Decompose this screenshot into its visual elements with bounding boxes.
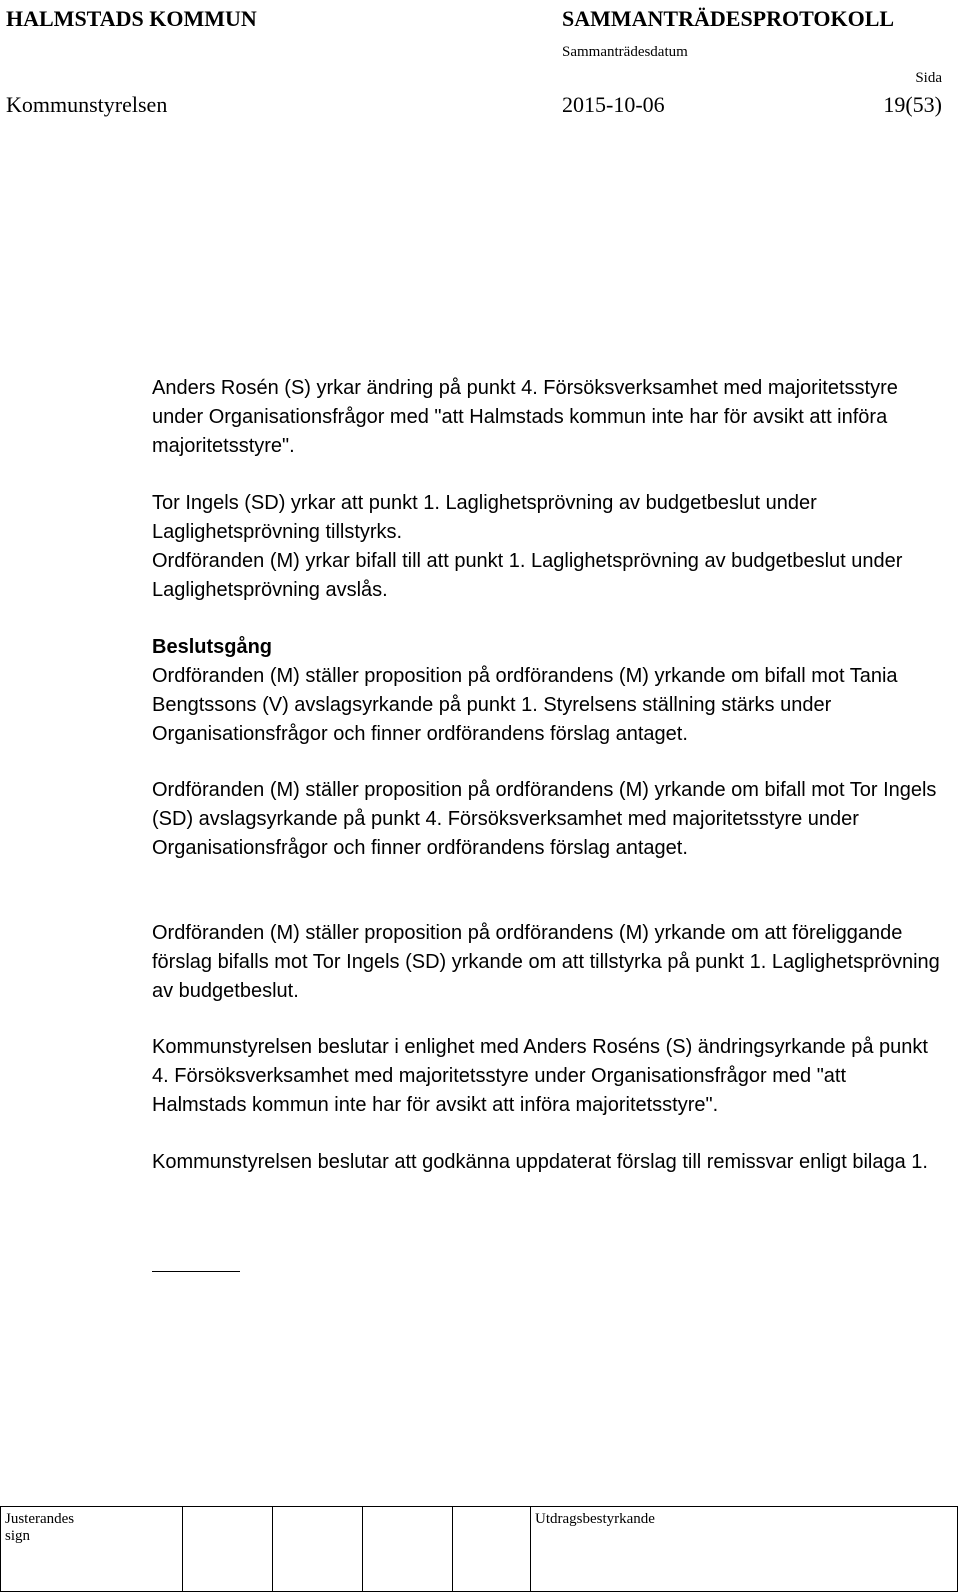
meeting-date-label: Sammanträdesdatum — [562, 44, 688, 60]
sign-cell-2 — [182, 1507, 272, 1591]
paragraph-decision-2 — [152, 1148, 942, 1177]
page-label: Sida — [915, 70, 942, 86]
committee-name: Kommunstyrelsen — [6, 92, 168, 117]
sign-cell-5 — [452, 1507, 530, 1591]
document-type: SAMMANTRÄDESPROTOKOLL — [562, 6, 895, 31]
paragraph-ingels-motion — [152, 489, 942, 547]
sign-label: Justerandes sign — [5, 1511, 75, 1544]
paragraph-chair-motion — [152, 547, 942, 605]
paragraph-proposition-2 — [152, 776, 942, 863]
sign-cell-1 — [0, 1507, 90, 1591]
page-number: 19(53) — [883, 92, 942, 117]
paragraph-proposition-3 — [152, 919, 942, 1006]
extract-cell — [530, 1507, 958, 1591]
meeting-date: 2015-10-06 — [562, 92, 665, 117]
section-heading-beslutsgang: Beslutsgång — [152, 636, 273, 658]
end-rule — [152, 1271, 240, 1272]
paragraph-text: Ordföranden (M) ställer proposition på ordförandens (M) yrkande om bifall mot Tania Bengtssons (V) avslagsyrkande på punkt 1. Styrelsens ställning stärks under Organisationsfrågor och finner ordförandens förslag antaget. — [152, 665, 898, 745]
paragraph-text: Anders Rosén (S) yrkar ändring på punkt 4. Försöksverksamhet med majoritetsstyre under Organisationsfrågor med "att Halmstads kommun inte har för avsikt att införa majoritetsstyre". — [152, 377, 898, 457]
paragraph-text: Kommunstyrelsen beslutar i enlighet med Anders Roséns (S) ändringsyrkande på punkt 4. Försöksverksamhet med majoritetsstyre under Organisationsfrågor med "att Halmstads kommun inte har för avsikt att införa majoritetsstyre". — [152, 1036, 928, 1116]
paragraph-text: Ordföranden (M) ställer proposition på ordförandens (M) yrkande om bifall mot Tor Ingels (SD) avslagsyrkande på punkt 4. Försöksverksamhet med majoritetsstyre under Organisationsfrågor och finner ordförandens förslag antaget. — [152, 779, 937, 859]
paragraph-rosen-motion — [152, 374, 942, 461]
paragraph-text: Tor Ingels (SD) yrkar att punkt 1. Laglighetsprövning av budgetbeslut under Laglighetsprövning tillstyrks. — [152, 492, 817, 543]
sign-cell-4 — [362, 1507, 452, 1591]
signature-table — [0, 1506, 958, 1592]
paragraph-decision-1 — [152, 1033, 942, 1120]
paragraph-text: Ordföranden (M) yrkar bifall till att punkt 1. Laglighetsprövning av budgetbeslut under Laglighetsprövning avslås. — [152, 550, 903, 601]
sign-cell-3 — [272, 1507, 362, 1591]
extract-label: Utdragsbestyrkande — [535, 1511, 655, 1527]
paragraph-text: Kommunstyrelsen beslutar att godkänna uppdaterat förslag till remissvar enligt bilaga 1. — [152, 1151, 928, 1173]
paragraph-proposition-1 — [152, 662, 942, 749]
paragraph-text: Ordföranden (M) ställer proposition på ordförandens (M) yrkande om att föreliggande förslag bifalls mot Tor Ingels (SD) yrkande om att tillstyrka på punkt 1. Laglighetsprövning av budgetbeslut. — [152, 922, 940, 1002]
municipality-name: HALMSTADS KOMMUN — [6, 6, 257, 31]
